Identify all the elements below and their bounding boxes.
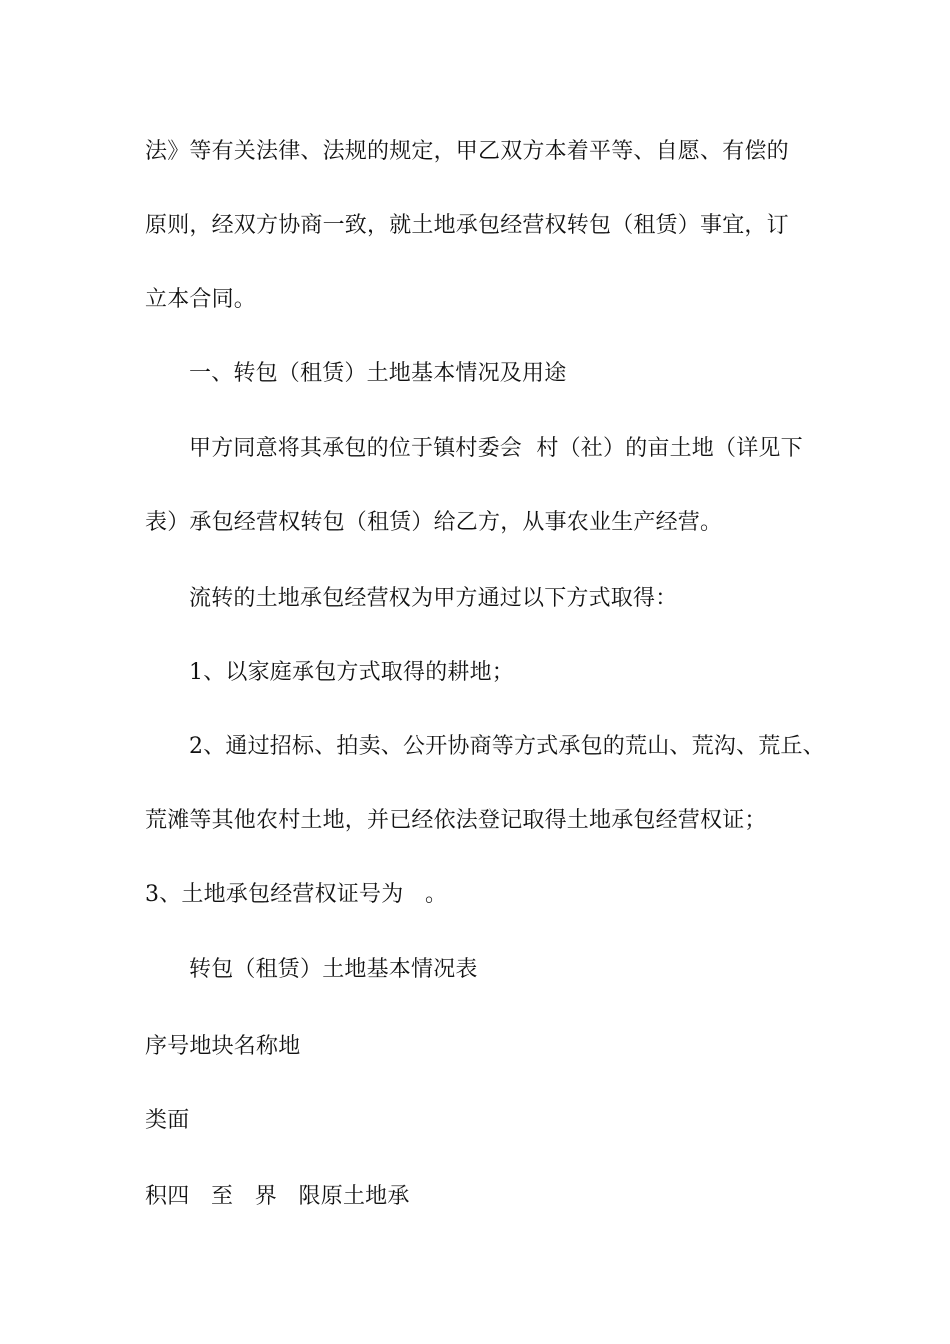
paragraph-line-7: 流转的土地承包经营权为甲方通过以下方式取得：: [189, 586, 678, 611]
table-header-line-1: 序号地块名称地: [145, 1034, 301, 1059]
paragraph-line-2: 原则，经双方协商一致，就土地承包经营权转包（租赁）事宜，订: [145, 213, 789, 238]
paragraph-line-3: 立本合同。: [145, 287, 257, 312]
list-item-2: 2、通过招标、拍卖、公开协商等方式承包的荒山、荒沟、荒丘、: [189, 734, 825, 759]
list-item-2-continued: 荒滩等其他农村土地，并已经依法登记取得土地承包经营权证；: [145, 808, 767, 833]
table-title: 转包（租赁）土地基本情况表: [189, 957, 478, 982]
list-item-3: 3、土地承包经营权证号为 。: [145, 882, 448, 907]
table-header-line-3: 积四 至 界 限原土地承: [145, 1184, 410, 1209]
paragraph-line-5: 甲方同意将其承包的位于镇村委会 村（社）的亩土地（详见下: [189, 436, 803, 461]
section-heading: 一、转包（租赁）土地基本情况及用途: [189, 361, 567, 386]
paragraph-line-6: 表）承包经营权转包（租赁）给乙方，从事农业生产经营。: [145, 510, 723, 535]
table-header-line-2: 类面: [145, 1108, 190, 1133]
list-item-1: 1、以家庭承包方式取得的耕地；: [189, 660, 514, 685]
paragraph-line-1: 法》等有关法律、法规的规定，甲乙双方本着平等、自愿、有偿的: [145, 139, 789, 164]
